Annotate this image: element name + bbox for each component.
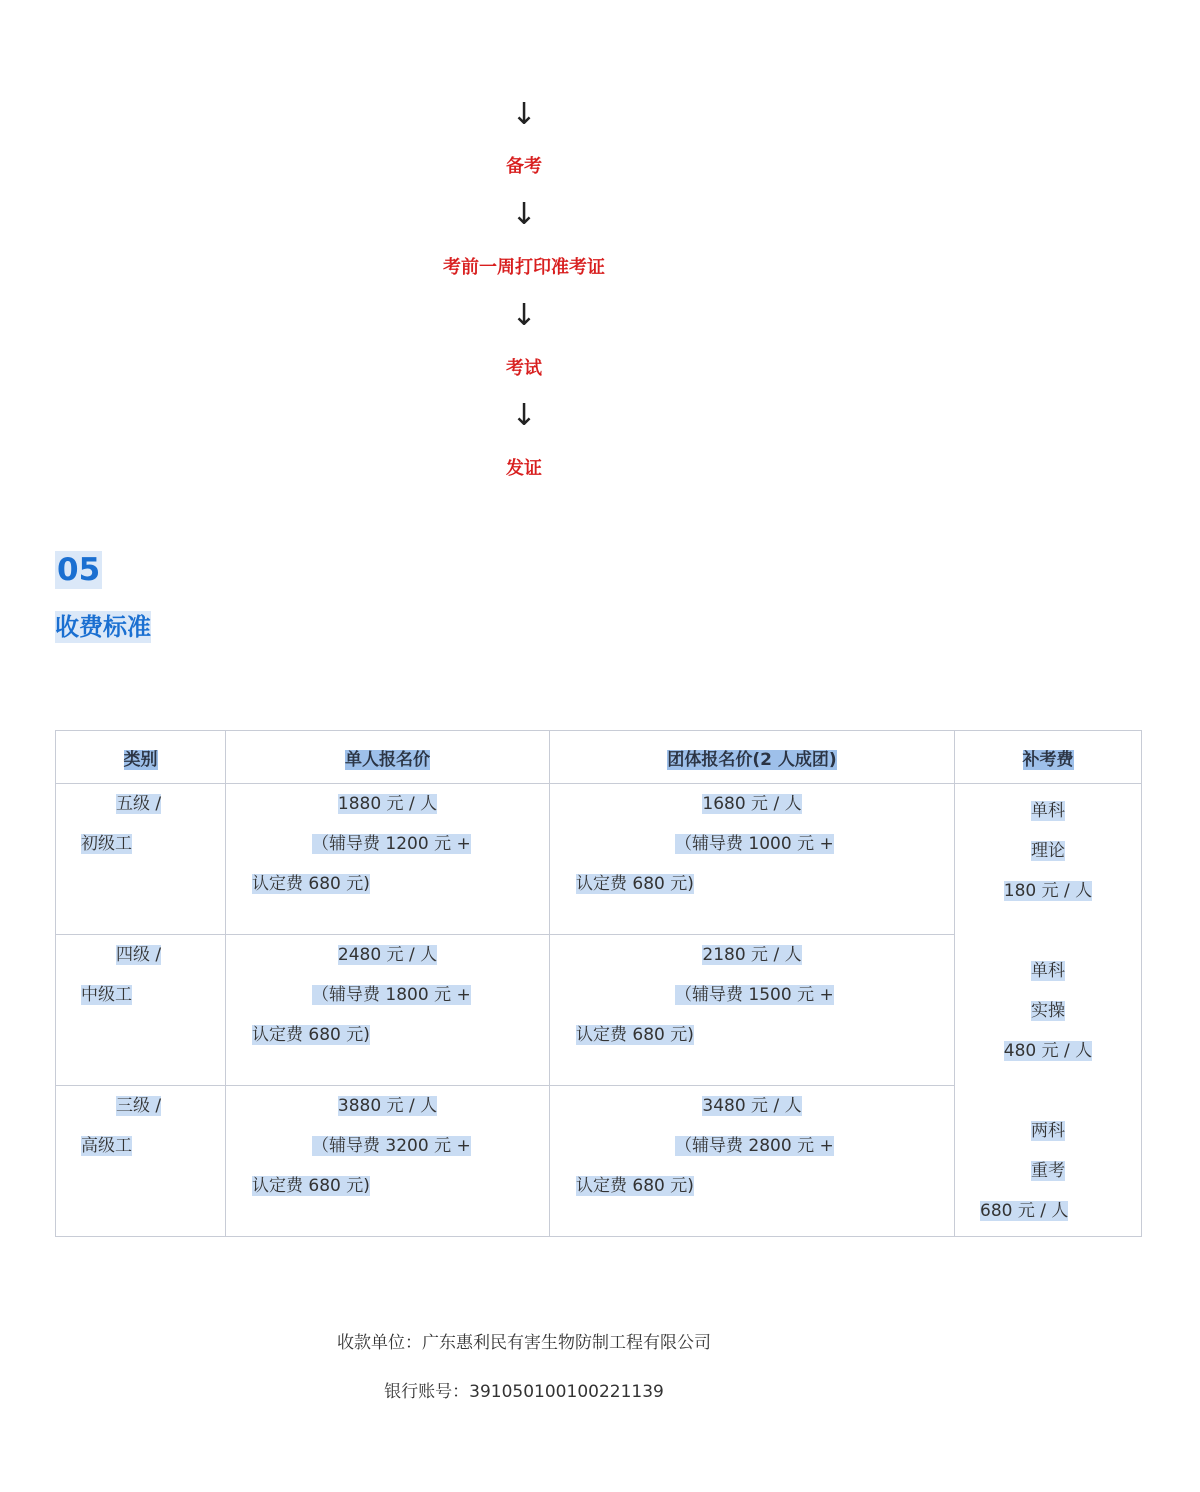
group-price-cell: 3480 元 / 人 （辅导费 2800 元 + 认定费 680 元) (550, 1086, 955, 1237)
retake-theory: 单科 理论 180 元 / 人 (1003, 801, 1093, 901)
header-single-price: 单人报名价 (226, 731, 550, 784)
category-cell: 三级 / 高级工 (56, 1086, 226, 1237)
group-price-cell: 2180 元 / 人 （辅导费 1500 元 + 认定费 680 元) (550, 935, 955, 1086)
table-row (56, 784, 1142, 935)
category-cell: 四级 / 中级工 (56, 935, 226, 1086)
down-arrow-icon: ↓ (511, 97, 537, 132)
payee-text: 收款单位：广东惠利民有害生物防制工程有限公司 (337, 1333, 711, 1353)
header-retake-fee: 补考费 (955, 731, 1142, 784)
retake-fee-cell (955, 784, 1142, 1237)
group-price-cell: 1680 元 / 人 （辅导费 1000 元 + 认定费 680 元) (550, 784, 955, 935)
bank-account-text: 银行账号：391050100100221139 (384, 1382, 664, 1402)
fee-table (55, 730, 1142, 1237)
header-category: 类别 (56, 731, 226, 784)
down-arrow-icon: ↓ (511, 398, 537, 433)
down-arrow-icon: ↓ (511, 197, 537, 232)
flow-step-certificate: 发证 (506, 458, 542, 479)
table-header-row (56, 731, 1142, 784)
single-price-cell: 1880 元 / 人 （辅导费 1200 元 + 认定费 680 元) (226, 784, 550, 935)
flow-step-prepare: 备考 (506, 156, 542, 177)
flow-step-exam: 考试 (506, 358, 542, 379)
retake-both: 两科 重考 680 元 / 人 (980, 1121, 1069, 1221)
retake-practice: 单科 实操 480 元 / 人 (1003, 961, 1093, 1061)
single-price-cell: 3880 元 / 人 （辅导费 3200 元 + 认定费 680 元) (226, 1086, 550, 1237)
section-title: 收费标准 (55, 613, 151, 641)
single-price-cell: 2480 元 / 人 （辅导费 1800 元 + 认定费 680 元) (226, 935, 550, 1086)
down-arrow-icon: ↓ (511, 298, 537, 333)
section-number: 05 (57, 552, 101, 588)
flow-step-print-ticket: 考前一周打印准考证 (443, 257, 605, 278)
category-cell: 五级 / 初级工 (56, 784, 226, 935)
header-group-price: 团体报名价(2 人成团) (550, 731, 955, 784)
